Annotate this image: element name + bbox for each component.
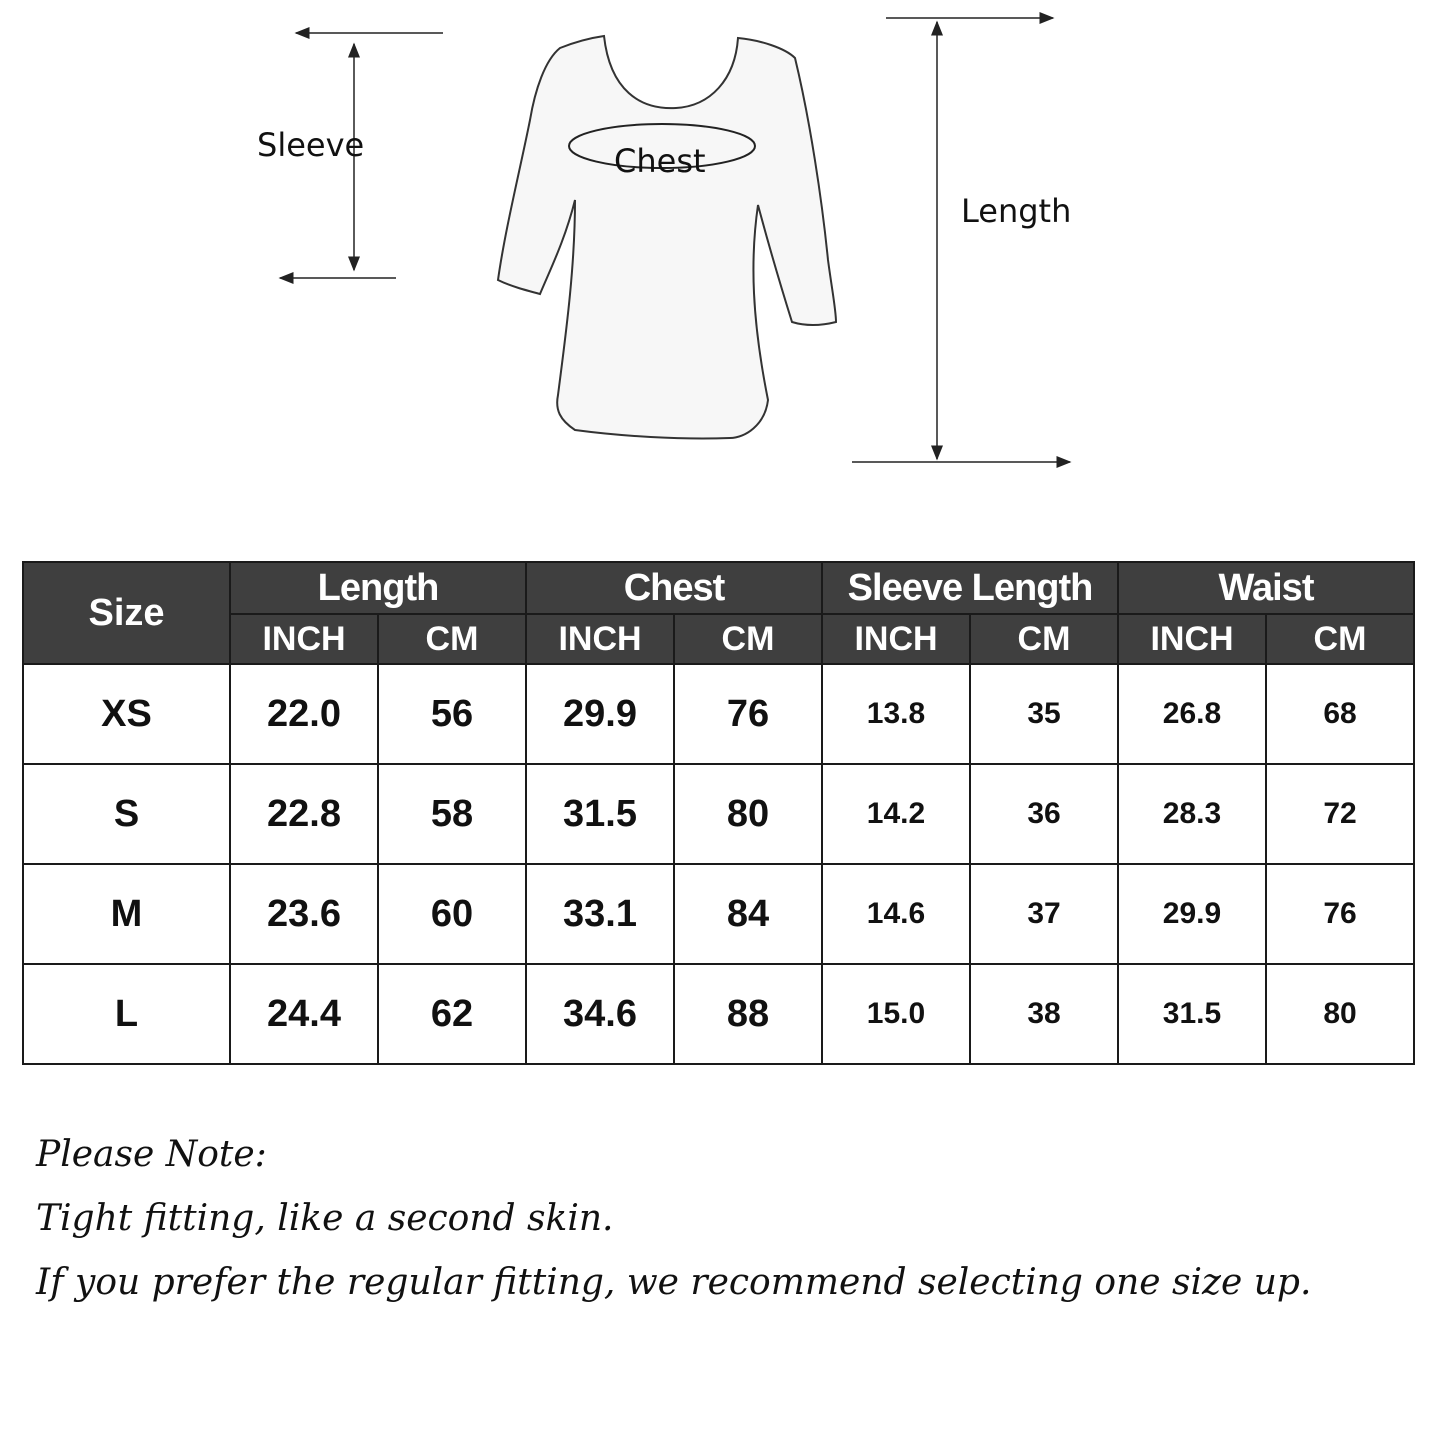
value-cell: 29.9 — [526, 664, 674, 764]
table-body — [23, 664, 1414, 1064]
size-cell: L — [23, 964, 230, 1064]
value-cell: 80 — [1266, 964, 1414, 1064]
value-cell: 13.8 — [822, 664, 970, 764]
unit-header: INCH — [230, 614, 378, 664]
value-cell: 36 — [970, 764, 1118, 864]
value-cell: 62 — [378, 964, 526, 1064]
measurement-diagram — [0, 0, 1445, 500]
value-cell: 26.8 — [1118, 664, 1266, 764]
value-cell: 14.2 — [822, 764, 970, 864]
value-cell: 15.0 — [822, 964, 970, 1064]
shirt-outline-icon — [498, 36, 836, 439]
note-recommendation: If you prefer the regular fitting, we recommend selecting one size up. — [36, 1262, 1312, 1303]
value-cell: 76 — [1266, 864, 1414, 964]
size-cell: S — [23, 764, 230, 864]
value-cell: 14.6 — [822, 864, 970, 964]
value-cell: 37 — [970, 864, 1118, 964]
size-header: Size — [23, 562, 230, 664]
value-cell: 68 — [1266, 664, 1414, 764]
table-row — [23, 664, 1414, 764]
value-cell: 58 — [378, 764, 526, 864]
size-cell: XS — [23, 664, 230, 764]
note-fit: Tight fitting, like a second skin. — [36, 1198, 614, 1239]
unit-header: INCH — [526, 614, 674, 664]
note-heading: Please Note: — [36, 1134, 267, 1175]
value-cell: 84 — [674, 864, 822, 964]
sleeve-label: Sleeve — [257, 126, 365, 164]
value-cell: 31.5 — [1118, 964, 1266, 1064]
unit-header: CM — [674, 614, 822, 664]
table-row — [23, 764, 1414, 864]
value-cell: 34.6 — [526, 964, 674, 1064]
value-cell: 31.5 — [526, 764, 674, 864]
value-cell: 56 — [378, 664, 526, 764]
value-cell: 38 — [970, 964, 1118, 1064]
table-header — [23, 562, 1414, 664]
value-cell: 29.9 — [1118, 864, 1266, 964]
group-header-length: Length — [230, 562, 526, 614]
group-header-chest: Chest — [526, 562, 822, 614]
chest-label: Chest — [614, 142, 706, 180]
value-cell: 22.8 — [230, 764, 378, 864]
unit-header: CM — [970, 614, 1118, 664]
value-cell: 80 — [674, 764, 822, 864]
shirt-diagram-svg — [0, 0, 1445, 500]
unit-header: CM — [378, 614, 526, 664]
group-header-waist: Waist — [1118, 562, 1414, 614]
value-cell: 22.0 — [230, 664, 378, 764]
value-cell: 33.1 — [526, 864, 674, 964]
table-row — [23, 864, 1414, 964]
group-header-sleeve-length: Sleeve Length — [822, 562, 1118, 614]
value-cell: 24.4 — [230, 964, 378, 1064]
unit-header: INCH — [822, 614, 970, 664]
value-cell: 23.6 — [230, 864, 378, 964]
value-cell: 28.3 — [1118, 764, 1266, 864]
value-cell: 35 — [970, 664, 1118, 764]
value-cell: 60 — [378, 864, 526, 964]
unit-header: INCH — [1118, 614, 1266, 664]
unit-header: CM — [1266, 614, 1414, 664]
size-chart-table — [22, 561, 1415, 1065]
value-cell: 88 — [674, 964, 822, 1064]
size-cell: M — [23, 864, 230, 964]
length-label: Length — [961, 192, 1072, 230]
value-cell: 72 — [1266, 764, 1414, 864]
table-row — [23, 964, 1414, 1064]
value-cell: 76 — [674, 664, 822, 764]
